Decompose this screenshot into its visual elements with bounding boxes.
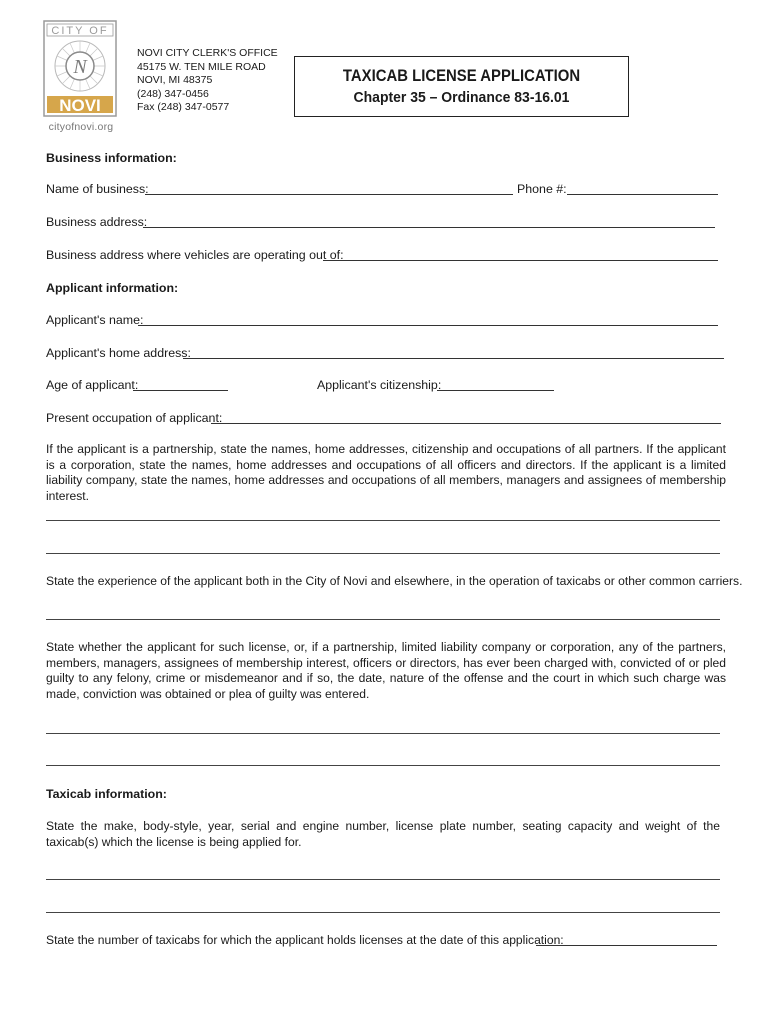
form-subtitle: Chapter 35 – Ordinance 83-16.01 [353, 89, 570, 106]
logo-website: cityofnovi.org [48, 121, 114, 133]
business-name-label: Name of business: [46, 182, 149, 196]
office-street: 45175 W. TEN MILE ROAD [137, 60, 266, 73]
taxicab-count-label: State the number of taxicabs for which the applicant holds licenses at the date of this application: [46, 933, 564, 947]
applicant-name-label: Applicant's name: [46, 313, 144, 327]
charges-answer-line-1[interactable] [46, 733, 720, 734]
vehicle-answer-line-1[interactable] [46, 879, 720, 880]
vehicle-answer-line-2[interactable] [46, 912, 720, 913]
logo-city-of-text: CITY OF [51, 25, 109, 37]
title-box [294, 56, 629, 117]
home-address-label: Applicant's home address: [46, 346, 191, 360]
form-title: TAXICAB LICENSE APPLICATION [342, 67, 581, 85]
applicant-name-field[interactable] [138, 325, 718, 326]
home-address-field[interactable] [183, 358, 724, 359]
age-label: Age of applicant: [46, 378, 139, 392]
office-city: NOVI, MI 48375 [137, 74, 213, 87]
citizenship-label: Applicant's citizenship: [317, 378, 442, 392]
operating-address-field[interactable] [323, 260, 718, 261]
partners-instructions: If the applicant is a partnership, state the names, home addresses, citizenship and occupations of all partners. If the applicant is a corporation, state the names, home addresses and occupations of all officers and directors. If the applicant is a limited liability company, state the names, home addresses and occupations of all members, managers and assignees of membership interest. [46, 442, 726, 504]
experience-instructions: State the experience of the applicant both in the City of Novi and elsewhere, in the operation of taxicabs or other common carriers. [46, 574, 743, 588]
partners-answer-line-2[interactable] [46, 553, 720, 554]
phone-field[interactable] [567, 194, 718, 195]
experience-answer-line[interactable] [46, 619, 720, 620]
charges-instructions: State whether the applicant for such license, or, if a partnership, limited liability company or corporation, any of the partners, members, managers, assignees of membership interest, officers or directors, has ever been charged with, convicted of or pled guilty to any felony, crime or misdemeanor and if so, the date, nature of the offense and the court in which such charge was made, conviction was obtained or plea of guilty was entered. [46, 640, 726, 702]
business-address-label: Business address: [46, 215, 148, 229]
phone-label: Phone #: [517, 182, 567, 196]
age-field[interactable] [133, 390, 228, 391]
office-address-block [137, 47, 278, 115]
business-name-field[interactable] [145, 194, 513, 195]
occupation-label: Present occupation of applicant: [46, 411, 223, 425]
business-heading: Business information: [46, 151, 177, 165]
citizenship-field[interactable] [437, 390, 554, 391]
vehicle-instructions: State the make, body-style, year, serial and engine number, license plate number, seating capacity and weight of the taxicab(s) which the license is being applied for. [46, 819, 720, 849]
taxicab-heading: Taxicab information: [46, 787, 167, 801]
occupation-field[interactable] [211, 423, 721, 424]
office-name: NOVI CITY CLERK'S OFFICE [137, 47, 278, 59]
applicant-heading: Applicant information: [46, 281, 179, 295]
partners-answer-line-1[interactable] [46, 520, 720, 521]
business-address-field[interactable] [143, 227, 715, 228]
charges-answer-line-2[interactable] [46, 765, 720, 766]
taxicab-count-field[interactable] [536, 945, 717, 946]
city-of-novi-logo [43, 20, 117, 117]
office-phone: (248) 347-0456 [137, 87, 209, 100]
svg-text:N: N [73, 56, 87, 78]
logo-novi-text: NOVI [59, 96, 101, 115]
office-fax: Fax (248) 347-0577 [137, 101, 230, 114]
operating-address-label: Business address where vehicles are operating out of: [46, 248, 344, 262]
